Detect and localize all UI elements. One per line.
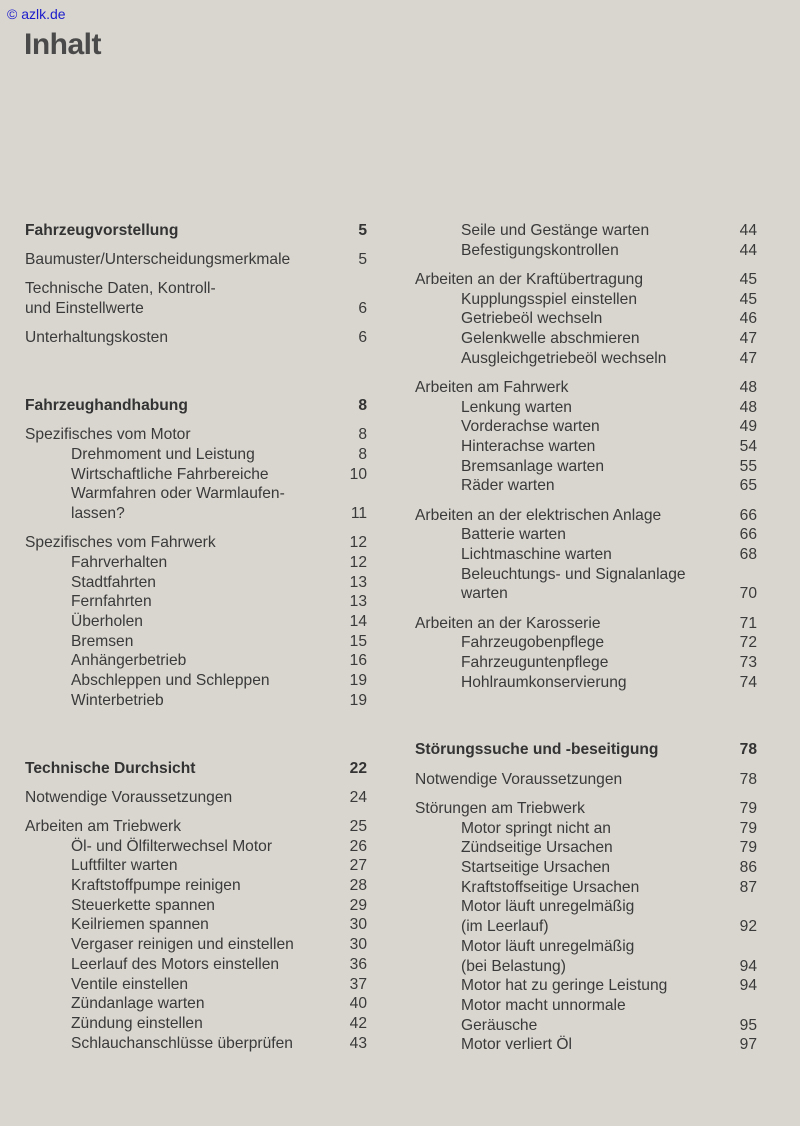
toc-entry-title: Warmfahren oder Warmlaufen- xyxy=(71,485,285,503)
toc-subentry xyxy=(415,437,757,457)
toc-entry-title: Gelenkwelle abschmieren xyxy=(461,330,640,348)
toc-entry-title: Getriebeöl wechseln xyxy=(461,310,603,328)
toc-subentry xyxy=(25,612,367,632)
toc-page-number: 45 xyxy=(739,270,757,288)
toc-page-number: 44 xyxy=(739,241,757,259)
spacer xyxy=(415,692,757,740)
toc-entry-title: Öl- und Ölfilterwechsel Motor xyxy=(71,837,273,855)
toc-subentry xyxy=(415,1035,757,1055)
toc-entry-title: Störungen am Triebwerk xyxy=(415,799,585,817)
toc-page-number: 5 xyxy=(358,222,367,239)
toc-entry-title: Motor hat zu geringe Leistung xyxy=(461,977,668,995)
toc-subentry xyxy=(415,858,757,878)
toc-page-number: 42 xyxy=(349,1015,367,1032)
toc-entry xyxy=(415,770,757,790)
toc-subentry xyxy=(25,856,367,876)
toc-page-number: 72 xyxy=(739,634,757,652)
toc-entry-title: Motor läuft unregelmäßig xyxy=(461,937,635,955)
toc-subentry xyxy=(415,1016,757,1036)
toc-subentry xyxy=(415,673,757,693)
spacer xyxy=(25,270,367,280)
toc-subentry xyxy=(25,837,367,857)
toc-page-number: 92 xyxy=(739,918,757,936)
toc-entry-title: Motor läuft unregelmäßig xyxy=(461,898,635,916)
toc-entry-title: Motor verliert Öl xyxy=(461,1036,572,1054)
toc-subentry xyxy=(25,994,367,1014)
toc-entry-title: Steuerkette spannen xyxy=(71,896,215,914)
toc-entry-title: Hinterachse warten xyxy=(461,438,596,456)
toc-entry-title: Kraftstoffseitige Ursachen xyxy=(461,878,640,896)
toc-page-number: 65 xyxy=(739,477,757,495)
toc-subentry xyxy=(25,671,367,691)
toc-entry-title: Zündung einstellen xyxy=(71,1015,203,1032)
toc-page-number: 5 xyxy=(358,251,367,269)
toc-subentry xyxy=(25,975,367,995)
toc-page-number: 87 xyxy=(739,878,757,896)
toc-page-number: 15 xyxy=(349,632,367,650)
toc-page-number: 47 xyxy=(739,330,757,348)
toc-entry-title: Seile und Gestänge warten xyxy=(461,222,650,239)
toc-entry-title: Abschleppen und Schleppen xyxy=(71,672,270,690)
toc-subentry xyxy=(415,398,757,418)
toc-page-number: 12 xyxy=(349,534,367,552)
toc-subentry xyxy=(25,955,367,975)
toc-page-number: 46 xyxy=(739,310,757,328)
spacer xyxy=(25,711,367,759)
toc-entry-title: Anhängerbetrieb xyxy=(71,652,187,670)
toc-page-number: 70 xyxy=(739,585,757,603)
spacer xyxy=(25,348,367,396)
toc-subentry xyxy=(415,957,757,977)
toc-entry xyxy=(415,614,757,634)
toc-subentry xyxy=(415,565,757,585)
toc-entry-title: Unterhaltungskosten xyxy=(25,329,169,347)
toc-page-number: 27 xyxy=(349,857,367,875)
spacer xyxy=(415,789,757,799)
toc-entry-title: Fahrverhalten xyxy=(71,553,168,571)
toc-page-number: 22 xyxy=(349,759,367,777)
toc-entry-title: Fahrzeugobenpflege xyxy=(461,634,605,652)
toc-entry-title: Arbeiten am Triebwerk xyxy=(25,817,181,835)
toc-subentry xyxy=(25,896,367,916)
toc-entry xyxy=(25,817,367,837)
toc-page-number: 66 xyxy=(739,526,757,544)
toc-entry-title: Fahrzeugvorstellung xyxy=(25,222,179,239)
toc-entry-title: Befestigungskontrollen xyxy=(461,241,619,259)
toc-entry-title: Vorderachse warten xyxy=(461,418,600,436)
toc-entry xyxy=(25,279,367,299)
toc-entry-title: Arbeiten am Fahrwerk xyxy=(415,378,569,396)
toc-page-number: 79 xyxy=(739,819,757,837)
toc-entry-title: Drehmoment und Leistung xyxy=(71,445,255,463)
toc-subentry xyxy=(415,917,757,937)
toc-entry xyxy=(415,506,757,526)
toc-entry-title: Arbeiten an der Karosserie xyxy=(415,614,601,632)
toc-entry-title: Lenkung warten xyxy=(461,398,572,416)
toc-subentry xyxy=(415,221,757,241)
toc-section-heading xyxy=(25,759,367,779)
toc-page-number: 29 xyxy=(349,896,367,914)
toc-subentry xyxy=(415,545,757,565)
toc-entry-title: Zündanlage warten xyxy=(71,995,205,1013)
toc-subentry xyxy=(415,476,757,496)
toc-entry-title: Beleuchtungs- und Signalanlage xyxy=(461,565,686,583)
toc-subentry xyxy=(415,878,757,898)
spacer xyxy=(415,604,757,614)
toc-entry-title: Technische Daten, Kontroll- xyxy=(25,280,216,298)
spacer xyxy=(25,807,367,817)
spacer xyxy=(415,760,757,770)
toc-page-number: 26 xyxy=(349,837,367,855)
toc-page-number: 8 xyxy=(358,445,367,463)
toc-page-number: 47 xyxy=(739,349,757,367)
toc-page-number: 14 xyxy=(349,613,367,631)
toc-page-number: 95 xyxy=(739,1016,757,1034)
toc-subentry xyxy=(25,484,367,504)
toc-entry-title: Kraftstoffpumpe reinigen xyxy=(71,877,241,895)
toc-entry xyxy=(25,425,367,445)
toc-entry-title: Motor springt nicht an xyxy=(461,819,611,837)
toc-entry xyxy=(25,328,367,348)
toc-subentry xyxy=(25,553,367,573)
toc-page-number: 74 xyxy=(739,673,757,691)
toc-subentry xyxy=(415,349,757,369)
toc-entry-title: Spezifisches vom Fahrwerk xyxy=(25,534,216,552)
toc-page-number: 6 xyxy=(358,329,367,347)
toc-subentry xyxy=(415,996,757,1016)
spacer xyxy=(25,778,367,788)
toc-page-number: 13 xyxy=(349,573,367,591)
spacer xyxy=(25,524,367,534)
toc-section-heading xyxy=(25,396,367,416)
copyright-watermark: © azlk.de xyxy=(7,6,66,22)
toc-entry-title: Kupplungsspiel einstellen xyxy=(461,290,637,308)
toc-page-number: 8 xyxy=(358,397,367,415)
toc-entry-title: Überholen xyxy=(71,613,143,631)
toc-subentry xyxy=(415,241,757,261)
toc-page-number: 68 xyxy=(739,546,757,564)
toc-section-heading xyxy=(415,740,757,760)
toc-entry-title: Winterbetrieb xyxy=(71,691,164,709)
toc-entry-title: Leerlauf des Motors einstellen xyxy=(71,955,280,973)
toc-page-number: 44 xyxy=(739,222,757,239)
toc-subentry xyxy=(25,915,367,935)
toc-entry-title: Schlauchanschlüsse überprüfen xyxy=(71,1034,293,1052)
toc-page-number: 54 xyxy=(739,438,757,456)
toc-entry xyxy=(415,378,757,398)
toc-page-number: 97 xyxy=(739,1036,757,1054)
toc-page-number: 8 xyxy=(358,426,367,444)
toc-entry-title: Störungssuche und -beseitigung xyxy=(415,741,659,759)
spacer xyxy=(25,319,367,329)
spacer xyxy=(415,260,757,270)
toc-page-number: 49 xyxy=(739,418,757,436)
toc-page-number: 10 xyxy=(349,465,367,483)
toc-entry xyxy=(25,788,367,808)
toc-page-number: 79 xyxy=(739,799,757,817)
toc-entry xyxy=(25,533,367,553)
toc-subentry xyxy=(25,651,367,671)
toc-page-number: 37 xyxy=(349,975,367,993)
toc-subentry xyxy=(415,457,757,477)
toc-page-number: 12 xyxy=(349,553,367,571)
toc-page-number: 79 xyxy=(739,839,757,857)
toc-subentry xyxy=(415,309,757,329)
spacer xyxy=(25,241,367,251)
toc-page-number: 28 xyxy=(349,877,367,895)
toc-page-number: 36 xyxy=(349,955,367,973)
toc-page-number: 48 xyxy=(739,398,757,416)
toc-entry-title: (bei Belastung) xyxy=(461,957,566,975)
toc-entry-title: Batterie warten xyxy=(461,526,566,544)
toc-subentry xyxy=(25,935,367,955)
toc-subentry xyxy=(25,573,367,593)
toc-section-heading xyxy=(25,221,367,241)
toc-entry-title: Stadtfahrten xyxy=(71,573,156,591)
spacer xyxy=(415,496,757,506)
toc-entry-title: Keilriemen spannen xyxy=(71,916,209,934)
toc-page-number: 16 xyxy=(349,652,367,670)
toc-subentry xyxy=(25,876,367,896)
toc-subentry xyxy=(25,465,367,485)
toc-entry-title: Hohlraumkonservierung xyxy=(461,673,627,691)
toc-entry-title: Geräusche xyxy=(461,1016,538,1034)
toc-entry-title: Ausgleichgetriebeöl wechseln xyxy=(461,349,667,367)
toc-page-number: 6 xyxy=(358,300,367,318)
toc-subentry xyxy=(415,819,757,839)
toc-page-number: 45 xyxy=(739,290,757,308)
toc-subentry xyxy=(25,1014,367,1034)
toc-page-number: 66 xyxy=(739,506,757,524)
toc-page-number: 30 xyxy=(349,936,367,954)
toc-entry-title: Luftfilter warten xyxy=(71,857,178,875)
toc-page-number: 24 xyxy=(349,788,367,806)
toc-subentry xyxy=(415,653,757,673)
toc-entry-title: (im Leerlauf) xyxy=(461,918,549,936)
toc-entry-title: Bremsanlage warten xyxy=(461,457,605,475)
toc-entry-title: Lichtmaschine warten xyxy=(461,546,612,564)
toc-subentry xyxy=(25,592,367,612)
toc-entry-title: Motor macht unnormale xyxy=(461,996,626,1014)
toc-page-number: 40 xyxy=(349,995,367,1013)
toc-entry-title: Spezifisches vom Motor xyxy=(25,426,191,444)
toc-entry-title: und Einstellwerte xyxy=(25,300,144,318)
toc-page-number: 73 xyxy=(739,654,757,672)
toc-entry-title: Vergaser reinigen und einstellen xyxy=(71,936,294,954)
toc-subentry xyxy=(415,937,757,957)
toc-entry-title: Notwendige Voraussetzungen xyxy=(415,770,623,788)
toc-subentry xyxy=(25,1034,367,1054)
page-title: Inhalt xyxy=(24,28,101,61)
toc-page-number: 48 xyxy=(739,378,757,396)
toc-page-number: 86 xyxy=(739,858,757,876)
toc-page-number: 78 xyxy=(739,770,757,788)
toc-subentry xyxy=(415,417,757,437)
toc-entry-title: warten xyxy=(461,585,508,603)
toc-page-number: 19 xyxy=(349,691,367,709)
toc-page-number: 94 xyxy=(739,957,757,975)
toc-page-number: 94 xyxy=(739,977,757,995)
toc-subentry xyxy=(415,584,757,604)
toc-entry-title: Fernfahrten xyxy=(71,593,152,611)
toc-entry-title: Ventile einstellen xyxy=(71,975,189,993)
toc-entry xyxy=(415,270,757,290)
spacer xyxy=(415,368,757,378)
toc-entry-title: Technische Durchsicht xyxy=(25,759,196,777)
toc-entry xyxy=(415,799,757,819)
toc-subentry xyxy=(415,976,757,996)
toc-subentry xyxy=(415,290,757,310)
toc-subentry xyxy=(415,329,757,349)
toc-page-number: 30 xyxy=(349,916,367,934)
spacer xyxy=(25,416,367,426)
toc-subentry xyxy=(415,838,757,858)
toc-subentry xyxy=(415,897,757,917)
toc-page-number: 19 xyxy=(349,672,367,690)
toc-entry-title: Wirtschaftliche Fahrbereiche xyxy=(71,465,269,483)
toc-entry-title: Räder warten xyxy=(461,477,555,495)
toc-entry-title: Baumuster/Unterscheidungsmerkmale xyxy=(25,251,291,269)
toc-entry-title: Zündseitige Ursachen xyxy=(461,839,613,857)
toc-page-number: 78 xyxy=(739,741,757,759)
toc-entry xyxy=(25,299,367,319)
toc-subentry xyxy=(25,632,367,652)
toc-right-column xyxy=(415,221,757,1055)
toc-page-number: 11 xyxy=(350,505,367,523)
toc-subentry xyxy=(25,445,367,465)
toc-subentry xyxy=(415,525,757,545)
toc-entry-title: Notwendige Voraussetzungen xyxy=(25,788,233,806)
toc-entry-title: lassen? xyxy=(71,505,125,523)
toc-entry-title: Arbeiten an der Kraftübertragung xyxy=(415,270,643,288)
toc-entry-title: Startseitige Ursachen xyxy=(461,858,611,876)
toc-entry-title: Bremsen xyxy=(71,632,134,650)
toc-page-number: 13 xyxy=(349,593,367,611)
toc-entry-title: Arbeiten an der elektrischen Anlage xyxy=(415,506,662,524)
toc-page-number: 43 xyxy=(349,1034,367,1052)
toc-page-number: 25 xyxy=(349,817,367,835)
toc-subentry xyxy=(415,633,757,653)
toc-entry xyxy=(25,250,367,270)
toc-left-column xyxy=(25,221,367,1053)
toc-subentry xyxy=(25,691,367,711)
toc-subentry xyxy=(25,504,367,524)
toc-page-number: 71 xyxy=(739,614,757,632)
toc-page-number: 55 xyxy=(739,457,757,475)
toc-entry-title: Fahrzeuguntenpflege xyxy=(461,654,609,672)
toc-entry-title: Fahrzeughandhabung xyxy=(25,397,188,415)
